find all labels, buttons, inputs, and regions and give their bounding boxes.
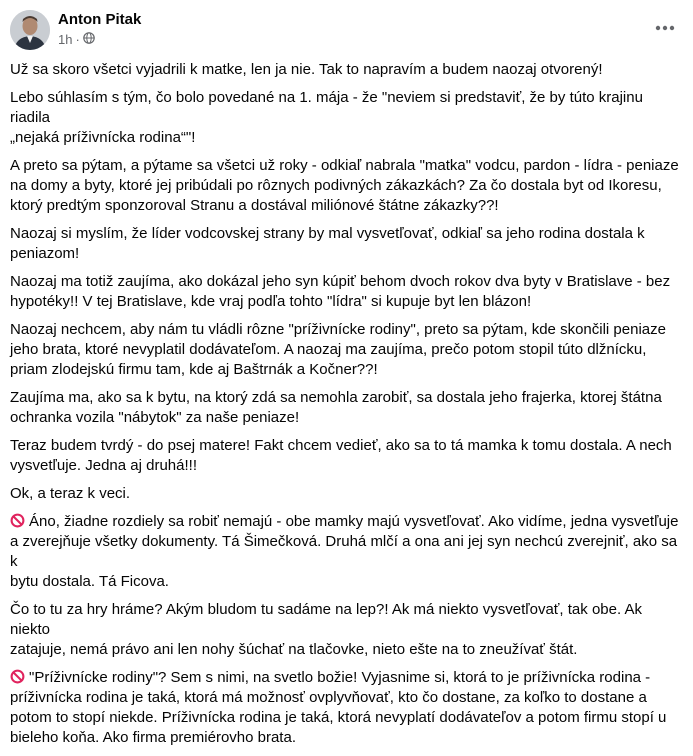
author-name[interactable]: Anton Pitak (58, 11, 142, 28)
paragraph-text: "Príživnícke rodiny"? Sem s nimi, na svetlo božie! Vyjasnime si, ktorá to je príživnícka rodina - príživnícka rodina je taká, ktorá má možnosť ovplyvňovať, kto čo dostane, za koľko to dostane a potom to stopí niekde. Príživnícka rodina je taká, ktorá nevyplatí dodávateľov a potom firmu stopí u bieleho koňa. Ako firma premiérovho brata. (10, 669, 667, 746)
paragraph-text: A preto sa pýtam, a pýtame sa všetci už roky - odkiaľ nabrala "matka" vodcu, pardon - lídra - peniaze na domy a byty, ktoré jej pribúdali po rôznych podivných zákazkách? Za čo dostala byt od Ikoresu, ktorý predtým sponzoroval Stranu a dostával miliónové štátne zákazky??! (10, 157, 679, 214)
avatar[interactable] (10, 10, 50, 50)
paragraph-text: Ok, a teraz k veci. (10, 485, 131, 502)
post-paragraph (10, 320, 685, 380)
post-paragraph (10, 224, 685, 264)
post-paragraph (10, 484, 685, 504)
paragraph-text: Naozaj si myslím, že líder vodcovskej strany by mal vysvetľovať, odkiaľ sa jeho rodina dostala k peniazom! (10, 225, 645, 262)
paragraph-text: Už sa skoro všetci vyjadrili k matke, len ja nie. Tak to napravím a budem naozaj otvorený! (10, 61, 603, 78)
post-paragraph (10, 600, 685, 660)
paragraph-text: Naozaj nechcem, aby nám tu vládli rôzne "príživnícke rodiny", preto sa pýtam, kde skončili peniaze jeho brata, ktoré nevyplatil dodávateľom. A naozaj ma zaujíma, prečo potom stopil túto dlžnícku, priam zlodejskú firmu tam, kde aj Baštrnák a Kočner??! (10, 321, 666, 378)
post-header (10, 10, 683, 54)
globe-icon[interactable] (83, 32, 95, 48)
post-paragraph (10, 88, 685, 148)
post-paragraph (10, 272, 685, 312)
paragraph-text: Lebo súhlasím s tým, čo bolo povedané na 1. mája - že "neviem si predstaviť, že by túto krajinu riadila „nejaká príživnícka rodina“"! (10, 89, 643, 146)
paragraph-text: Teraz budem tvrdý - do psej matere! Fakt chcem vedieť, ako sa to tá mamka k tomu dostala. A nech vysvetľuje. Jedna aj druhá!!! (10, 437, 672, 474)
no-entry-icon (10, 513, 25, 528)
post-paragraph (10, 512, 685, 592)
post-paragraph (10, 388, 685, 428)
post-paragraph (10, 156, 685, 216)
paragraph-text: Zaujíma ma, ako sa k bytu, na ktorý zdá sa nemohla zarobiť, sa dostala jeho frajerka, ktorej štátna ochranka vozila "nábytok" za naše peniaze! (10, 389, 662, 426)
more-options-icon[interactable] (651, 14, 679, 42)
post-paragraph (10, 60, 685, 80)
avatar-image (10, 10, 50, 50)
post-paragraph (10, 436, 685, 476)
post-meta (58, 32, 95, 48)
post-paragraph (10, 668, 685, 748)
post-time[interactable]: 1h (58, 32, 73, 47)
paragraph-text: Čo to tu za hry hráme? Akým bludom tu sadáme na lep?! Ak má niekto vysvetľovať, tak obe. Ak niekto zatajuje, nemá právo ani len nohy šúchať na tlačovke, nieto ešte na to zneužívať štát. (10, 601, 642, 658)
post-body (10, 60, 685, 756)
no-entry-icon (10, 669, 25, 684)
paragraph-text: Naozaj ma totiž zaujíma, ako dokázal jeho syn kúpiť behom dvoch rokov dva byty v Bratislave - bez hypotéky!! V tej Bratislave, kde vraj podľa tohto "lídra" si kupuje byt len blázon! (10, 273, 671, 310)
separator-dot: · (75, 32, 80, 47)
paragraph-text: Áno, žiadne rozdiely sa robiť nemajú - obe mamky majú vysvetľovať. Ako vidíme, jedna vysvetľuje a zverejňuje všetky dokumenty. Tá Šimečková. Druhá mlčí a ona ani jej syn nechcú zverejniť, ako sa k bytu dostala. Tá Ficova. (10, 513, 679, 590)
